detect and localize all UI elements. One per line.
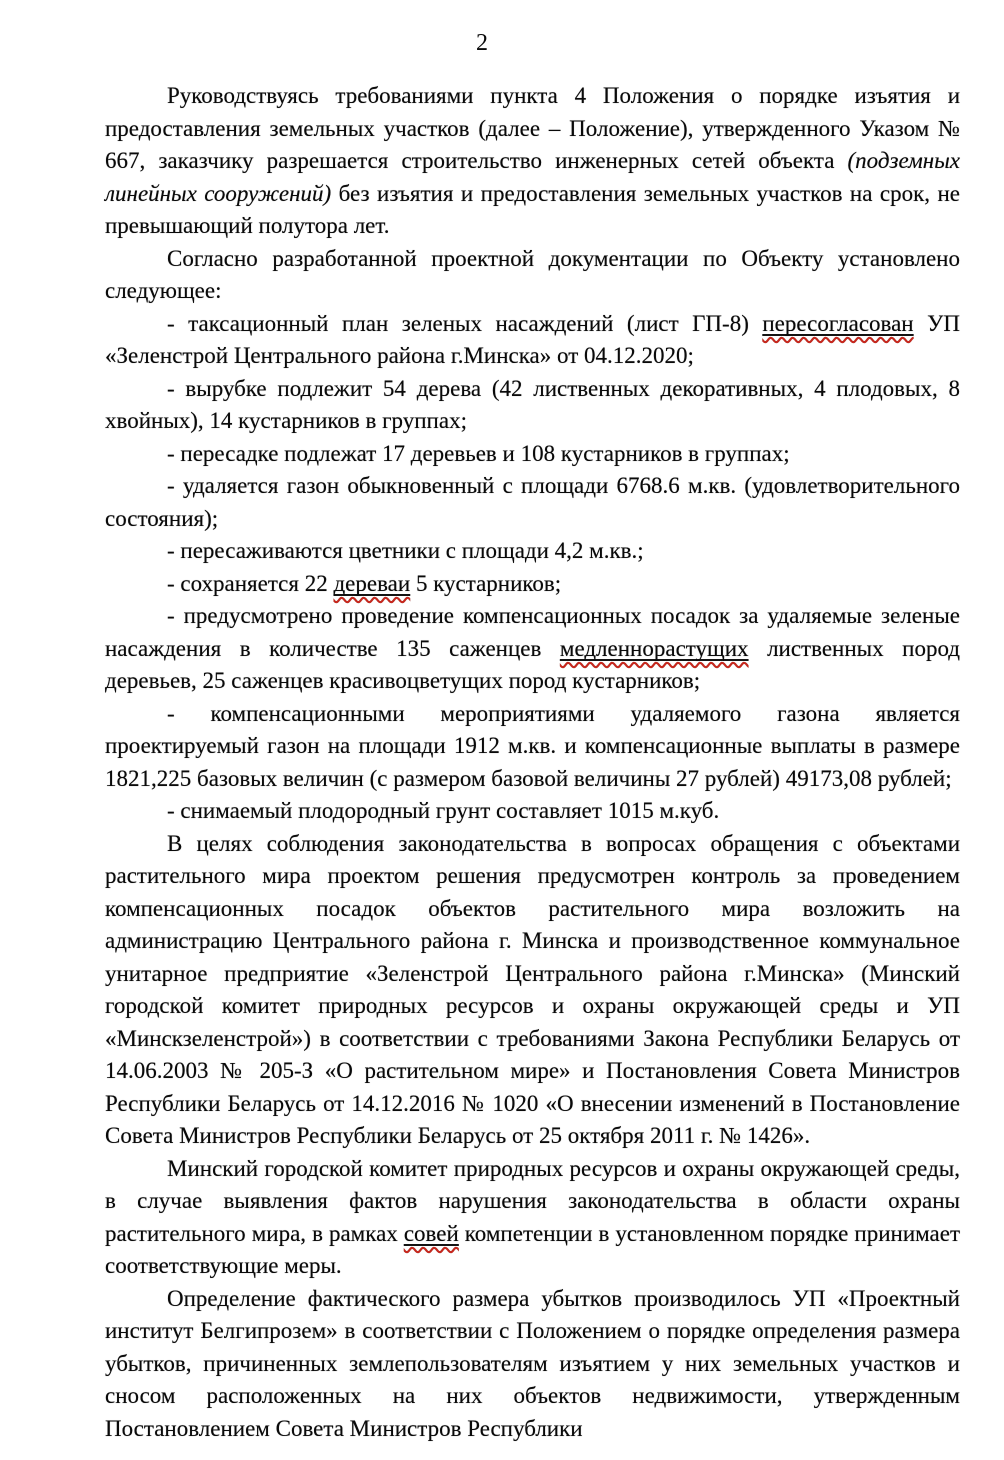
paragraph: Определение фактического размера убытков производилось УП «Проектный институт Белгипрозем» в соответствии с Положением о порядке определения размера убытков, причиненных землепользователям изъятием у них земельных участков и сносом расположенных на них объектов недвижимости, утвержденным Постановлением Совета Министров Республики [105, 1285, 960, 1441]
paragraph: - таксационный план зеленых насаждений (лист ГП-8) пересогласован УП «Зеленстрой Центрального района г.Минска» от 04.12.2020; [105, 310, 960, 368]
paragraph: - пересаживаются цветники с площади 4,2 м.кв.; [167, 538, 644, 563]
inserted-word [404, 1221, 459, 1246]
paragraph: - удаляется газон обыкновенный с площади 6768.6 м.кв. (удовлетворительного состояния); [105, 473, 960, 531]
spellcheck-word: совей [403, 1220, 459, 1246]
spellcheck-word: дереваи [333, 570, 411, 596]
paragraph: Руководствуясь требованиями пункта 4 Положения о порядке изъятия и предоставления земельных участков (далее – Положение), утвержденного Указом № 667, заказчику разрешается строительство инженерных сетей объекта (подземных линейных сооружений) без изъятия и предоставления земельных участков на срок, не превышающий полутора лет. [105, 83, 960, 238]
document-body [105, 80, 960, 1445]
paragraph: - вырубке подлежит 54 дерева (42 лиственных декоративных, 4 плодовых, 8 хвойных), 14 кустарников в группах; [105, 375, 960, 433]
paragraph: - снимаемый плодородный грунт составляет 1015 м.куб. [167, 798, 720, 823]
paragraph: Минский городской комитет природных ресурсов и охраны окружающей среды, в случае выявления фактов нарушения законодательства в области охраны растительного мира, в рамках совей компетенции в установленном порядке принимает соответствующие меры. [105, 1155, 960, 1278]
spellcheck-word: пересогласован [762, 310, 914, 336]
paragraph: - предусмотрено проведение компенсационных посадок за удаляемые зеленые насаждения в количестве 135 саженцев медленнорастущих лиственных пород деревьев, 25 саженцев красивоцветущих пород кустарников; [105, 603, 960, 693]
italic-text: (подземных линейных сооружений) [105, 148, 960, 206]
paragraph: Согласно разработанной проектной документации по Объекту установлено следующее: [105, 245, 960, 303]
paragraph: - сохраняется 22 дереваи 5 кустарников; [167, 570, 562, 596]
inserted-word [560, 636, 749, 661]
inserted-word [333, 571, 410, 596]
paragraph: - компенсационными мероприятиями удаляемого газона является проектируемый газон на площади 1912 м.кв. и компенсационные выплаты в размере 1821,225 базовых величин (с размером базовой величины 27 рублей) 49173,08 рублей; [105, 700, 960, 791]
paragraph: В целях соблюдения законодательства в вопросах обращения с объектами растительного мира проектом решения предусмотрен контроль за проведением компенсационных посадок объектов растительного мира возложить на администрацию Центрального района г. Минска и производственное коммунальное унитарное предприятие «Зеленстрой Центрального района г.Минска» (Минский городской комитет природных ресурсов и охраны окружающей среды и УП «Минскзеленстрой») в соответствии с требованиями Закона Республики Беларусь от 14.06.2003 № 205-З «О растительном мире» и Постановления Совета Министров Республики Беларусь от 14.12.2016 № 1020 «О внесении изменений в Постановление Совета Министров Республики Беларусь от 25 октября 2011 г. № 1426». [105, 830, 960, 1148]
paragraph: - пересадке подлежат 17 деревьев и 108 кустарников в группах; [167, 440, 790, 466]
spellcheck-word: медленнорастущих [559, 635, 749, 661]
page-number: 2 [476, 30, 488, 56]
inserted-word [762, 311, 913, 336]
